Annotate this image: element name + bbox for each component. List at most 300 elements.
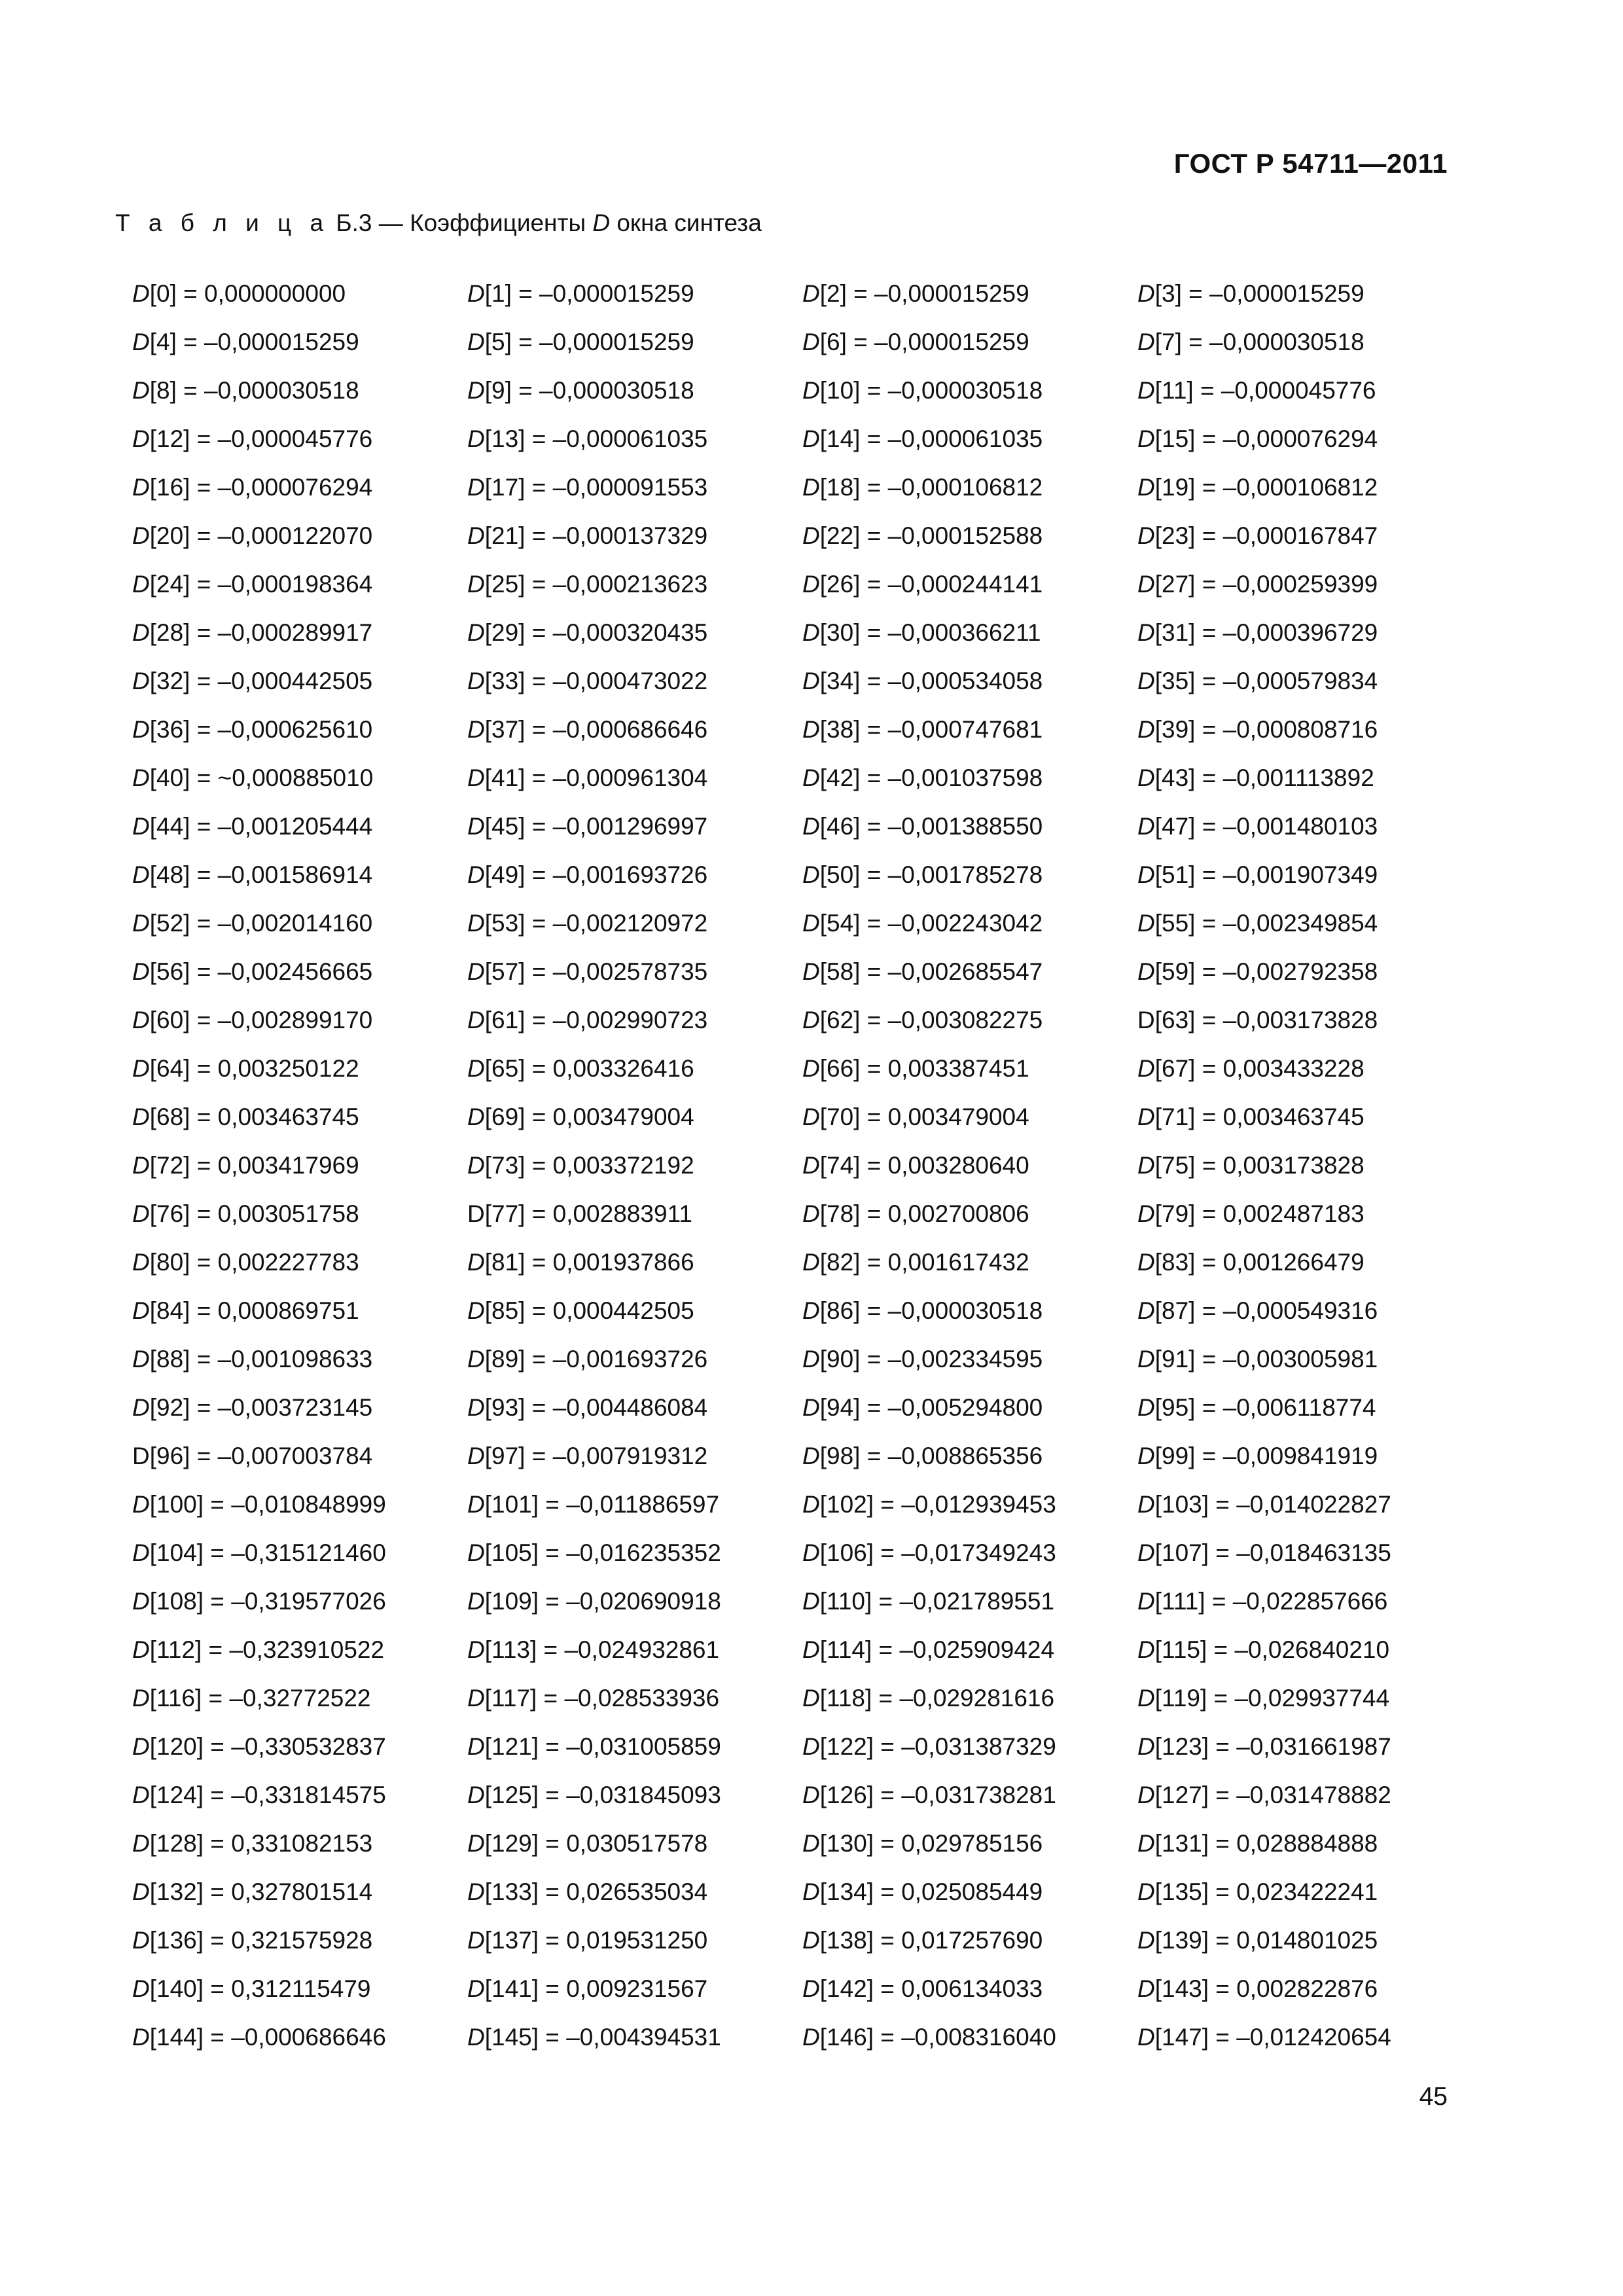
coefficient-value: –0,000244141 bbox=[887, 571, 1043, 598]
coefficient-symbol: D bbox=[467, 716, 485, 743]
table-row bbox=[132, 899, 1425, 948]
coefficient-value: –0,003082275 bbox=[887, 1007, 1043, 1033]
table-caption-number: Б.3 bbox=[336, 209, 372, 236]
coefficient-value: –0,003173828 bbox=[1222, 1007, 1378, 1033]
equals-sign: = bbox=[874, 1733, 902, 1760]
coefficient-index: [62] bbox=[819, 1007, 861, 1033]
coefficient-cell bbox=[1137, 948, 1425, 996]
coefficient-value: –0,000015259 bbox=[204, 329, 359, 355]
coefficient-index: [70] bbox=[819, 1103, 861, 1130]
equals-sign: = bbox=[537, 1636, 565, 1663]
coefficient-index: [90] bbox=[819, 1346, 861, 1372]
equals-sign: = bbox=[1209, 2024, 1237, 2051]
coefficient-symbol: D bbox=[132, 1830, 150, 1857]
table-row bbox=[132, 609, 1425, 657]
coefficient-index: [30] bbox=[819, 619, 861, 646]
coefficient-symbol: D bbox=[132, 474, 150, 501]
coefficient-value: 0,025085449 bbox=[901, 1878, 1043, 1905]
coefficient-symbol: D bbox=[1137, 1927, 1155, 1954]
coefficient-cell bbox=[132, 851, 467, 899]
coefficient-cell bbox=[132, 657, 467, 706]
coefficient-symbol: D bbox=[1137, 2024, 1155, 2051]
equals-sign: = bbox=[190, 764, 218, 791]
coefficient-cell bbox=[802, 1577, 1137, 1626]
coefficient-value: 0,023422241 bbox=[1236, 1878, 1378, 1905]
coefficient-cell bbox=[1137, 1141, 1425, 1190]
coefficient-index: [113] bbox=[484, 1636, 537, 1663]
coefficient-value: –0,315121460 bbox=[231, 1539, 386, 1566]
equals-sign: = bbox=[1205, 1588, 1233, 1615]
coefficient-index: [52] bbox=[149, 910, 190, 937]
coefficient-cell bbox=[1137, 415, 1425, 463]
coefficient-symbol: D bbox=[1137, 1733, 1155, 1760]
equals-sign: = bbox=[860, 764, 888, 791]
coefficient-value: –0,000686646 bbox=[231, 2024, 386, 2051]
coefficient-cell bbox=[132, 367, 467, 415]
coefficient-value: 0,000442505 bbox=[552, 1297, 694, 1324]
equals-sign: = bbox=[539, 1733, 567, 1760]
table-row bbox=[132, 1916, 1425, 1965]
coefficient-index: [27] bbox=[1154, 571, 1196, 598]
coefficient-cell bbox=[802, 2013, 1137, 2062]
coefficient-cell bbox=[1137, 657, 1425, 706]
coefficient-index: [84] bbox=[149, 1297, 190, 1324]
coefficient-cell bbox=[467, 1626, 802, 1674]
coefficient-cell bbox=[132, 1820, 467, 1868]
coefficient-value: –0,000015259 bbox=[539, 280, 694, 307]
coefficient-cell bbox=[132, 1529, 467, 1577]
coefficient-value: –0,319577026 bbox=[231, 1588, 386, 1615]
table-row bbox=[132, 1480, 1425, 1529]
coefficient-value: 0,000000000 bbox=[204, 280, 346, 307]
table-row bbox=[132, 1045, 1425, 1093]
table-row bbox=[132, 996, 1425, 1045]
equals-sign: = bbox=[1195, 1297, 1223, 1324]
coefficient-index: [105] bbox=[484, 1539, 539, 1566]
table-row bbox=[132, 706, 1425, 754]
coefficient-index: [102] bbox=[819, 1491, 874, 1518]
coefficient-symbol: D bbox=[467, 1394, 485, 1421]
coefficient-index: [71] bbox=[1154, 1103, 1196, 1130]
equals-sign: = bbox=[1209, 1733, 1237, 1760]
coefficient-cell bbox=[1137, 560, 1425, 609]
equals-sign: = bbox=[525, 910, 553, 937]
coefficient-index: [107] bbox=[1154, 1539, 1209, 1566]
coefficient-index: [125] bbox=[484, 1782, 539, 1808]
equals-sign: = bbox=[525, 1394, 553, 1421]
coefficient-symbol: D bbox=[467, 861, 485, 888]
coefficient-index: [65] bbox=[484, 1055, 526, 1082]
equals-sign: = bbox=[872, 1588, 900, 1615]
coefficient-index: [123] bbox=[1154, 1733, 1209, 1760]
coefficient-cell bbox=[802, 367, 1137, 415]
coefficient-cell bbox=[802, 463, 1137, 512]
equals-sign: = bbox=[190, 668, 218, 694]
coefficient-index: [63] bbox=[1154, 1007, 1196, 1033]
coefficient-index: [103] bbox=[1154, 1491, 1209, 1518]
coefficient-value: –0,031738281 bbox=[901, 1782, 1056, 1808]
equals-sign: = bbox=[539, 1491, 567, 1518]
equals-sign: = bbox=[539, 1878, 567, 1905]
coefficient-index: [7] bbox=[1154, 329, 1182, 355]
coefficient-value: –0,020690918 bbox=[566, 1588, 721, 1615]
equals-sign: = bbox=[190, 1055, 218, 1082]
equals-sign: = bbox=[860, 1200, 888, 1227]
coefficient-value: –0,008865356 bbox=[887, 1443, 1043, 1469]
coefficient-value: –0,031478882 bbox=[1236, 1782, 1391, 1808]
coefficient-value: –0,000061035 bbox=[887, 425, 1043, 452]
coefficient-symbol: D bbox=[1137, 1055, 1155, 1082]
coefficient-value: 0,017257690 bbox=[901, 1927, 1043, 1954]
coefficient-index: [4] bbox=[149, 329, 177, 355]
coefficient-index: [16] bbox=[149, 474, 190, 501]
coefficient-value: –0,000534058 bbox=[887, 668, 1043, 694]
equals-sign: = bbox=[1181, 280, 1210, 307]
coefficient-symbol: D bbox=[467, 571, 485, 598]
coefficient-symbol: D bbox=[132, 1103, 150, 1130]
coefficient-cell bbox=[467, 1820, 802, 1868]
coefficient-index: [75] bbox=[1154, 1152, 1196, 1179]
coefficient-cell bbox=[802, 1045, 1137, 1093]
coefficient-cell bbox=[1137, 1965, 1425, 2013]
table-row bbox=[132, 1626, 1425, 1674]
coefficient-symbol: D bbox=[1137, 425, 1155, 452]
coefficient-index: [61] bbox=[484, 1007, 526, 1033]
coefficient-value: –0,001586914 bbox=[217, 861, 373, 888]
coefficient-symbol: D bbox=[802, 1975, 820, 2002]
coefficient-symbol: D bbox=[467, 1927, 485, 1954]
coefficient-symbol: D bbox=[1137, 1297, 1155, 1324]
equals-sign: = bbox=[537, 1685, 565, 1712]
table-row bbox=[132, 1335, 1425, 1384]
coefficient-index: [131] bbox=[1154, 1830, 1209, 1857]
coefficient-symbol: D bbox=[467, 958, 485, 985]
coefficient-cell bbox=[1137, 996, 1425, 1045]
coefficient-index: [14] bbox=[819, 425, 861, 452]
coefficient-value: –0,021789551 bbox=[899, 1588, 1055, 1615]
coefficient-cell bbox=[467, 318, 802, 367]
coefficient-value: –0,003005981 bbox=[1222, 1346, 1378, 1372]
equals-sign: = bbox=[525, 1055, 553, 1082]
coefficient-index: [60] bbox=[149, 1007, 190, 1033]
coefficient-index: [132] bbox=[149, 1878, 204, 1905]
coefficient-index: [57] bbox=[484, 958, 526, 985]
coefficient-cell bbox=[1137, 1771, 1425, 1820]
coefficient-index: [138] bbox=[819, 1927, 874, 1954]
coefficient-cell bbox=[802, 1723, 1137, 1771]
coefficient-cell bbox=[132, 899, 467, 948]
coefficient-value: –0,000030518 bbox=[204, 377, 359, 404]
coefficient-symbol: D bbox=[132, 910, 150, 937]
coefficient-index: [15] bbox=[1154, 425, 1196, 452]
coefficient-value: –0,000198364 bbox=[217, 571, 373, 598]
coefficient-index: [25] bbox=[484, 571, 526, 598]
coefficient-index: [37] bbox=[484, 716, 526, 743]
coefficient-index: [44] bbox=[149, 813, 190, 840]
coefficient-index: [31] bbox=[1154, 619, 1196, 646]
equals-sign: = bbox=[860, 522, 888, 549]
coefficient-index: [19] bbox=[1154, 474, 1196, 501]
coefficient-index: [88] bbox=[149, 1346, 190, 1372]
coefficient-symbol: D bbox=[132, 1539, 150, 1566]
coefficient-index: [59] bbox=[1154, 958, 1196, 985]
coefficient-index: [72] bbox=[149, 1152, 190, 1179]
coefficient-value: –0,000747681 bbox=[887, 716, 1043, 743]
coefficient-value: –0,002792358 bbox=[1222, 958, 1378, 985]
coefficient-index: [144] bbox=[149, 2024, 204, 2051]
equals-sign: = bbox=[525, 522, 553, 549]
coefficient-symbol: D bbox=[802, 1588, 820, 1615]
equals-sign: = bbox=[1209, 1975, 1237, 2002]
equals-sign: = bbox=[190, 910, 218, 937]
coefficient-index: [141] bbox=[484, 1975, 539, 2002]
coefficient-value: –0,001907349 bbox=[1222, 861, 1378, 888]
equals-sign: = bbox=[190, 958, 218, 985]
coefficient-symbol: D bbox=[1137, 1491, 1155, 1518]
equals-sign: = bbox=[525, 1152, 553, 1179]
equals-sign: = bbox=[860, 1249, 888, 1276]
coefficient-value: –0,006118774 bbox=[1222, 1394, 1376, 1421]
equals-sign: = bbox=[190, 1103, 218, 1130]
coefficient-value: 0,002700806 bbox=[887, 1200, 1029, 1227]
coefficient-symbol: D bbox=[802, 1443, 820, 1469]
table-row bbox=[132, 802, 1425, 851]
equals-sign: = bbox=[1195, 1443, 1223, 1469]
equals-sign: = bbox=[1195, 474, 1223, 501]
coefficient-index: [1] bbox=[484, 280, 512, 307]
coefficient-cell bbox=[467, 512, 802, 560]
coefficient-value: –0,001296997 bbox=[552, 813, 708, 840]
coefficient-index: [47] bbox=[1154, 813, 1196, 840]
coefficient-index: [140] bbox=[149, 1975, 204, 2002]
coefficient-cell bbox=[802, 609, 1137, 657]
table-row bbox=[132, 1868, 1425, 1916]
equals-sign: = bbox=[202, 1685, 230, 1712]
coefficient-cell bbox=[132, 1287, 467, 1335]
equals-sign: = bbox=[1195, 813, 1223, 840]
coefficient-symbol: D bbox=[132, 2024, 150, 2051]
coefficient-cell bbox=[802, 1238, 1137, 1287]
coefficient-value: –0,000106812 bbox=[887, 474, 1043, 501]
coefficient-value: 0,003463745 bbox=[1222, 1103, 1364, 1130]
coefficient-symbol: D bbox=[467, 1733, 485, 1760]
equals-sign: = bbox=[1209, 1878, 1237, 1905]
coefficient-index: [22] bbox=[819, 522, 861, 549]
coefficient-value: –0,011886597 bbox=[566, 1491, 720, 1518]
coefficient-cell bbox=[1137, 1093, 1425, 1141]
coefficient-cell bbox=[132, 1190, 467, 1238]
coefficient-index: [87] bbox=[1154, 1297, 1196, 1324]
coefficient-symbol: D bbox=[802, 1200, 820, 1227]
coefficient-symbol: D bbox=[467, 1007, 485, 1033]
table-row bbox=[132, 2013, 1425, 2062]
equals-sign: = bbox=[190, 1152, 218, 1179]
equals-sign: = bbox=[525, 474, 553, 501]
coefficient-value: –0,002990723 bbox=[552, 1007, 708, 1033]
coefficient-cell bbox=[132, 1916, 467, 1965]
coefficient-value: –0,000625610 bbox=[217, 716, 373, 743]
coefficient-cell bbox=[132, 1577, 467, 1626]
coefficient-cell bbox=[802, 1674, 1137, 1723]
coefficient-symbol: D bbox=[1137, 1249, 1155, 1276]
equals-sign: = bbox=[190, 1200, 218, 1227]
coefficient-cell bbox=[132, 1626, 467, 1674]
coefficient-cell bbox=[802, 706, 1137, 754]
equals-sign: = bbox=[1209, 1782, 1237, 1808]
equals-sign: = bbox=[525, 813, 553, 840]
coefficient-index: [82] bbox=[819, 1249, 861, 1276]
equals-sign: = bbox=[204, 1782, 232, 1808]
table-row bbox=[132, 367, 1425, 415]
coefficient-symbol: D bbox=[132, 1685, 150, 1712]
coefficient-value: –0,025909424 bbox=[899, 1636, 1055, 1663]
coefficient-cell bbox=[132, 1335, 467, 1384]
coefficient-value: –0,000808716 bbox=[1222, 716, 1378, 743]
coefficient-symbol: D bbox=[802, 1346, 820, 1372]
coefficient-value: –0,031661987 bbox=[1236, 1733, 1391, 1760]
coefficient-index: [8] bbox=[149, 377, 177, 404]
coefficient-cell bbox=[132, 1238, 467, 1287]
coefficient-index: [50] bbox=[819, 861, 861, 888]
equals-sign: = bbox=[860, 1394, 888, 1421]
coefficient-cell bbox=[802, 1965, 1137, 2013]
coefficient-symbol: D bbox=[802, 1055, 820, 1082]
coefficient-index: [122] bbox=[819, 1733, 874, 1760]
coefficient-symbol: D bbox=[467, 522, 485, 549]
coefficient-index: [34] bbox=[819, 668, 861, 694]
equals-sign: = bbox=[525, 764, 553, 791]
coefficient-value: –0,000320435 bbox=[552, 619, 708, 646]
coefficient-cell bbox=[467, 560, 802, 609]
coefficient-index: [133] bbox=[484, 1878, 539, 1905]
coefficient-cell bbox=[467, 1045, 802, 1093]
coefficient-value: –0,32772522 bbox=[229, 1685, 371, 1712]
coefficient-value: –0,000015259 bbox=[1209, 280, 1364, 307]
coefficient-index: [127] bbox=[1154, 1782, 1209, 1808]
coefficient-cell bbox=[1137, 802, 1425, 851]
coefficient-cell bbox=[1137, 1432, 1425, 1480]
coefficient-symbol: D bbox=[132, 764, 150, 791]
coefficient-value: –0,330532837 bbox=[231, 1733, 386, 1760]
coefficient-cell bbox=[802, 1771, 1137, 1820]
coefficient-value: –0,000015259 bbox=[539, 329, 694, 355]
coefficient-cell bbox=[802, 1820, 1137, 1868]
coefficient-value: ~0,000885010 bbox=[217, 764, 374, 791]
equals-sign: = bbox=[539, 1782, 567, 1808]
equals-sign: = bbox=[872, 1685, 900, 1712]
coefficient-value: –0,000473022 bbox=[552, 668, 708, 694]
equals-sign: = bbox=[525, 1103, 553, 1130]
coefficient-cell bbox=[802, 851, 1137, 899]
coefficient-index: [11] bbox=[1154, 377, 1194, 404]
coefficient-symbol: D bbox=[132, 280, 150, 307]
coefficient-table bbox=[132, 270, 1425, 2062]
coefficient-symbol: D bbox=[1137, 1443, 1155, 1469]
equals-sign: = bbox=[525, 716, 553, 743]
coefficient-cell bbox=[132, 1093, 467, 1141]
coefficient-index: [112] bbox=[149, 1636, 202, 1663]
coefficient-value: 0,321575928 bbox=[231, 1927, 373, 1954]
coefficient-symbol: D bbox=[467, 764, 485, 791]
coefficient-symbol: D bbox=[467, 1782, 485, 1808]
coefficient-cell bbox=[802, 1335, 1137, 1384]
coefficient-index: [99] bbox=[1154, 1443, 1196, 1469]
coefficient-index: [3] bbox=[1154, 280, 1182, 307]
coefficient-index: [115] bbox=[1154, 1636, 1207, 1663]
equals-sign: = bbox=[525, 619, 553, 646]
coefficient-index: [40] bbox=[149, 764, 190, 791]
coefficient-value: –0,000579834 bbox=[1222, 668, 1378, 694]
coefficient-symbol: D bbox=[132, 1878, 150, 1905]
coefficient-index: [142] bbox=[819, 1975, 874, 2002]
coefficient-value: –0,002014160 bbox=[217, 910, 373, 937]
coefficient-value: –0,000030518 bbox=[887, 1297, 1043, 1324]
coefficient-symbol: D bbox=[1137, 1830, 1155, 1857]
coefficient-cell bbox=[1137, 1916, 1425, 1965]
coefficient-cell bbox=[802, 1916, 1137, 1965]
coefficient-index: [118] bbox=[819, 1685, 872, 1712]
equals-sign: = bbox=[1195, 571, 1223, 598]
coefficient-symbol: D bbox=[1137, 571, 1155, 598]
coefficient-symbol: D bbox=[1137, 1975, 1155, 2002]
coefficient-symbol: D bbox=[132, 1588, 150, 1615]
coefficient-value: –0,000366211 bbox=[887, 619, 1041, 646]
coefficient-index: [117] bbox=[484, 1685, 537, 1712]
coefficient-symbol: D bbox=[802, 1249, 820, 1276]
coefficient-value: –0,001693726 bbox=[552, 1346, 708, 1372]
coefficient-value: –0,000076294 bbox=[217, 474, 373, 501]
equals-sign: = bbox=[190, 716, 218, 743]
coefficient-symbol: D bbox=[1137, 1103, 1155, 1130]
coefficient-value: 0,002822876 bbox=[1236, 1975, 1378, 2002]
coefficient-symbol: D bbox=[132, 716, 150, 743]
coefficient-index: [85] bbox=[484, 1297, 526, 1324]
coefficient-index: [58] bbox=[819, 958, 861, 985]
coefficient-value: –0,004486084 bbox=[552, 1394, 708, 1421]
coefficient-value: 0,003051758 bbox=[217, 1200, 359, 1227]
coefficient-value: –0,012939453 bbox=[901, 1491, 1056, 1518]
coefficient-symbol: D bbox=[467, 619, 485, 646]
equals-sign: = bbox=[525, 958, 553, 985]
coefficient-symbol: D bbox=[802, 1685, 820, 1712]
equals-sign: = bbox=[525, 1297, 553, 1324]
table-caption-prefix: Т а б л и ц а bbox=[115, 209, 330, 236]
coefficient-cell bbox=[1137, 367, 1425, 415]
table-caption-dash: — bbox=[378, 209, 403, 236]
coefficient-cell bbox=[467, 1577, 802, 1626]
coefficient-symbol: D bbox=[467, 1200, 485, 1227]
coefficient-symbol: D bbox=[132, 1346, 150, 1372]
coefficient-index: [76] bbox=[149, 1200, 190, 1227]
equals-sign: = bbox=[1195, 861, 1223, 888]
coefficient-symbol: D bbox=[802, 474, 820, 501]
equals-sign: = bbox=[204, 1975, 232, 2002]
coefficient-symbol: D bbox=[802, 910, 820, 937]
coefficient-cell bbox=[132, 1965, 467, 2013]
coefficient-cell bbox=[132, 463, 467, 512]
equals-sign: = bbox=[1195, 1394, 1223, 1421]
coefficient-cell bbox=[467, 463, 802, 512]
coefficient-index: [29] bbox=[484, 619, 526, 646]
coefficient-index: [96] bbox=[149, 1443, 190, 1469]
coefficient-symbol: D bbox=[132, 1152, 150, 1179]
coefficient-value: 0,003479004 bbox=[552, 1103, 694, 1130]
equals-sign: = bbox=[860, 474, 888, 501]
coefficient-index: [42] bbox=[819, 764, 861, 791]
equals-sign: = bbox=[511, 377, 540, 404]
equals-sign: = bbox=[539, 1927, 567, 1954]
coefficient-index: [91] bbox=[1154, 1346, 1196, 1372]
